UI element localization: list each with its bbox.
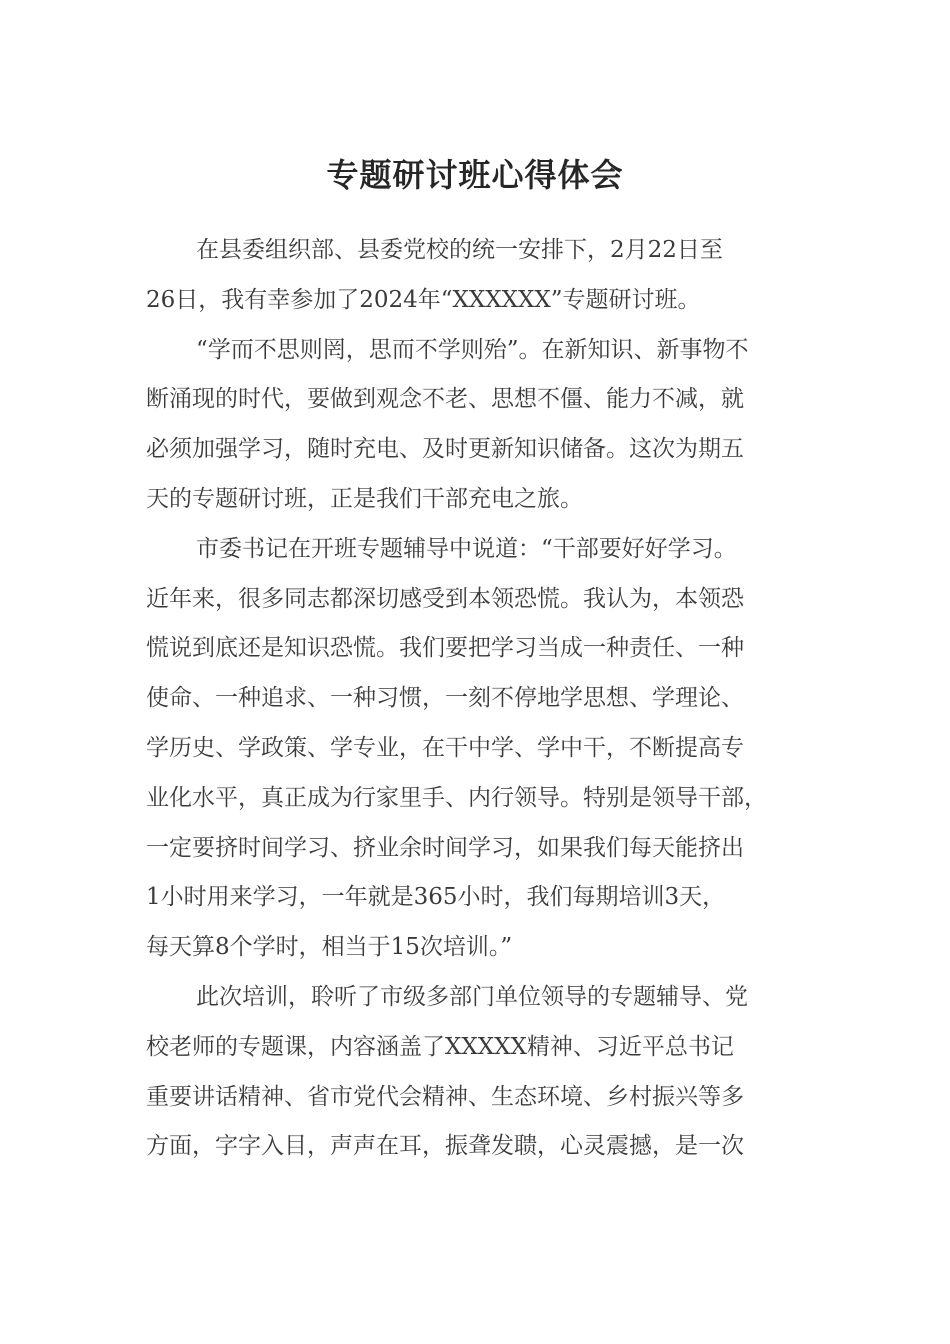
paragraph (146, 226, 806, 326)
paragraph-line: 方面，字字入目，声声在耳，振聋发聩，心灵震撼，是一次 (146, 1133, 744, 1160)
paragraph (146, 525, 806, 973)
document-title: 专题研讨班心得体会 (326, 156, 624, 194)
paragraph-line: 必须加强学习，随时充电、及时更新知识储备。这次为期五 (146, 436, 744, 463)
paragraph-line: “学而不思则罔，思而不学则殆”。在新知识、新事物不 (196, 336, 749, 363)
paragraph-line: 在县委组织部、县委党校的统一安排下，2月22日至 (196, 237, 723, 263)
paragraph (146, 326, 806, 525)
paragraph-line: 一定要挤时间学习、挤业余时间学习，如果我们每天能挤出 (146, 834, 744, 861)
paragraph-line: 断涌现的时代，要做到观念不老、思想不僵、能力不减，就 (146, 386, 744, 413)
paragraph-line: 26日，我有幸参加了2024年“XXXXXX”专题研讨班。 (146, 286, 701, 313)
paragraph-line: 近年来，很多同志都深切感受到本领恐慌。我认为，本领恐 (146, 585, 744, 612)
paragraph-line: 天的专题研讨班，正是我们干部充电之旅。 (146, 485, 583, 512)
paragraph-line: 每天算8个学时，相当于15次培训。” (146, 934, 513, 961)
paragraph-line: 此次培训，聆听了市级多部门单位领导的专题辅导、党 (196, 983, 748, 1010)
document-body (146, 226, 806, 1172)
paragraph-line: 使命、一种追求、一种习惯，一刻不停地学思想、学理论、 (146, 685, 744, 712)
paragraph-line: 学历史、学政策、学专业，在干中学、学中干，不断提高专 (146, 734, 744, 761)
paragraph-line: 1小时用来学习，一年就是365小时，我们每期培训3天， (146, 884, 726, 911)
paragraph-line: 业化水平，真正成为行家里手、内行领导。特别是领导干部， (146, 784, 767, 811)
paragraph-line: 校老师的专题课，内容涵盖了XXXXX精神、习近平总书记 (146, 1033, 734, 1060)
paragraph-line: 重要讲话精神、省市党代会精神、生态环境、乡村振兴等多 (146, 1083, 744, 1110)
paragraph (146, 973, 806, 1172)
paragraph-line: 市委书记在开班专题辅导中说道：“干部要好好学习。 (196, 535, 737, 562)
paragraph-line: 慌说到底还是知识恐慌。我们要把学习当成一种责任、一种 (146, 635, 744, 662)
